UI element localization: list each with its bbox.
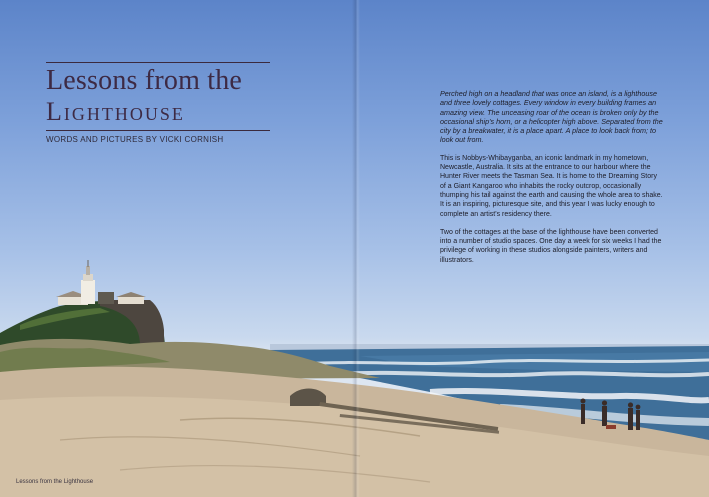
intro-paragraph: Perched high on a headland that was once an island, is a lighthouse and three lovely cottages. Every window in every building frames an amazing view. The unceasing roar of the ocean is broken only by the occasional ship's horn, or a helicopter high above. Separated from the city by a breakwater, it is a place apart. A place to look back from; to look out from. [440, 89, 663, 145]
running-footer: Lessons from the Lighthouse [16, 479, 94, 485]
article-body [440, 89, 664, 274]
headline-line-1: Lessons from the [46, 65, 243, 96]
title-rule-bottom [46, 130, 270, 131]
byline: WORDS AND PICTURES BY VICKI CORNISH [46, 135, 224, 144]
headline-line-2: Lighthouse [46, 97, 185, 126]
cottage [118, 296, 144, 304]
title-block [46, 62, 270, 144]
wave-line [340, 373, 709, 375]
lighthouse [81, 280, 95, 304]
page-gutter [352, 0, 360, 497]
body-paragraph: This is Nobbys-Whibayganba, an iconic landmark in my hometown, Newcastle, Australia. It sits at the entrance to our harbour where the Hunter River meets the Tasman Sea. It is home to the Dreaming Story of a Giant Kangaroo who inhabits the rocky outcrop, occasionally thumping his tail against the earth and causing the whole area to shake. It is an inspiring, picturesque site, and this year I was lucky enough to complete an artist's residency there. [440, 154, 663, 218]
title-rule-top [46, 62, 270, 63]
body-paragraph: Two of the cottages at the base of the lighthouse have been converted into a number of studio spaces. One day a week for six weeks I had the privilege of working in these studios alongside painters, writers and illustrators. [440, 228, 662, 264]
